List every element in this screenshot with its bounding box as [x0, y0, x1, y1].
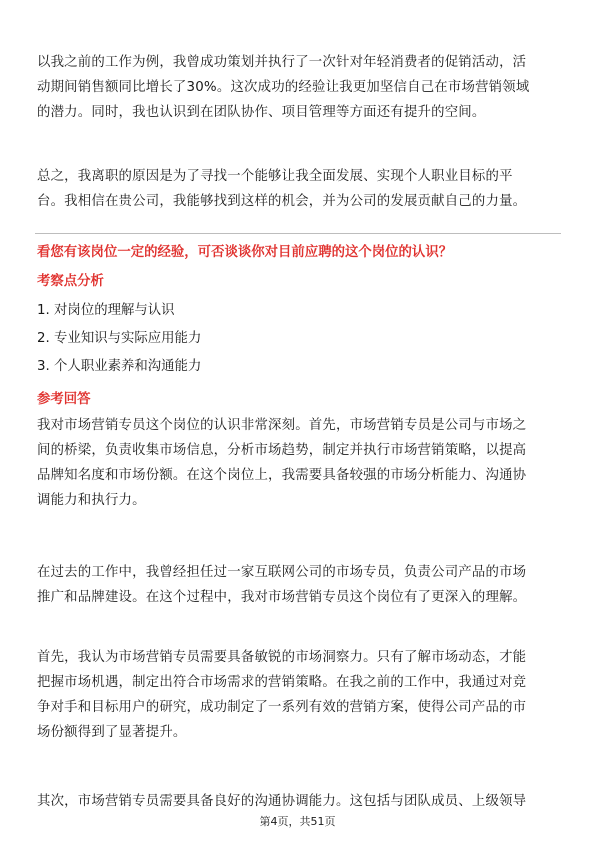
paragraph-line: 品牌知名度和市场份额。在这个岗位上，我需要具备较强的市场分析能力、沟通协	[37, 468, 527, 483]
paragraph-line: 首先，我认为市场营销专员需要具备敏锐的市场洞察力。只有了解市场动态，才能	[37, 650, 527, 665]
paragraph-line: 把握市场机遇，制定出符合市场需求的营销策略。在我之前的工作中，我通过对竞	[37, 675, 527, 690]
paragraph-line: 以我之前的工作为例，我曾成功策划并执行了一次针对年轻消费者的促销活动，活	[37, 55, 527, 70]
paragraph-line: 场份额得到了显著提升。	[37, 725, 187, 740]
paragraph-line: 在过去的工作中，我曾经担任过一家互联网公司的市场专员，负责公司产品的市场	[37, 565, 527, 580]
analysis-heading: 考察点分析	[37, 274, 104, 289]
paragraph-line: 间的桥梁，负责收集市场信息，分析市场趋势，制定并执行市场营销策略，以提高	[37, 443, 527, 458]
answer-paragraph	[37, 560, 559, 610]
answer-paragraph	[37, 645, 559, 745]
paragraph-line: 台。我相信在贵公司，我能够找到这样的机会，并为公司的发展贡献自己的力量。	[37, 194, 527, 209]
paragraph-line: 总之，我离职的原因是为了寻找一个能够让我全面发展、实现个人职业目标的平	[37, 169, 513, 184]
paragraph-line: 我对市场营销专员这个岗位的认识非常深刻。首先，市场营销专员是公司与市场之	[37, 418, 527, 433]
paragraph-line: 其次，市场营销专员需要具备良好的沟通协调能力。这包括与团队成员、上级领导	[37, 794, 527, 809]
paragraph-line: 调能力和执行力。	[37, 493, 146, 508]
interview-question: 看您有该岗位一定的经验，可否谈谈你对目前应聘的这个岗位的认识？	[37, 245, 453, 260]
paragraph-line: 推广和品牌建设。在这个过程中，我对市场营销专员这个岗位有了更深入的理解。	[37, 590, 527, 605]
section-divider	[35, 233, 561, 234]
analysis-point: 2. 专业知识与实际应用能力	[37, 331, 202, 346]
answer-paragraph	[37, 413, 559, 513]
answer-heading: 参考回答	[37, 392, 91, 407]
analysis-point: 3. 个人职业素养和沟通能力	[37, 359, 202, 374]
paragraph-line: 的潜力。同时，我也认识到在团队协作、项目管理等方面还有提升的空间。	[37, 105, 486, 120]
paragraph-example	[37, 50, 559, 125]
paragraph-line: 动期间销售额同比增长了30%。这次成功的经验让我更加坚信自己在市场营销领域	[37, 80, 530, 95]
page-number: 第4页，共51页	[259, 815, 336, 828]
analysis-point: 1. 对岗位的理解与认识	[37, 303, 175, 318]
paragraph-line: 争对手和目标用户的研究，成功制定了一系列有效的营销方案，使得公司产品的市	[37, 700, 527, 715]
answer-paragraph	[37, 789, 559, 814]
paragraph-conclusion	[37, 164, 559, 214]
